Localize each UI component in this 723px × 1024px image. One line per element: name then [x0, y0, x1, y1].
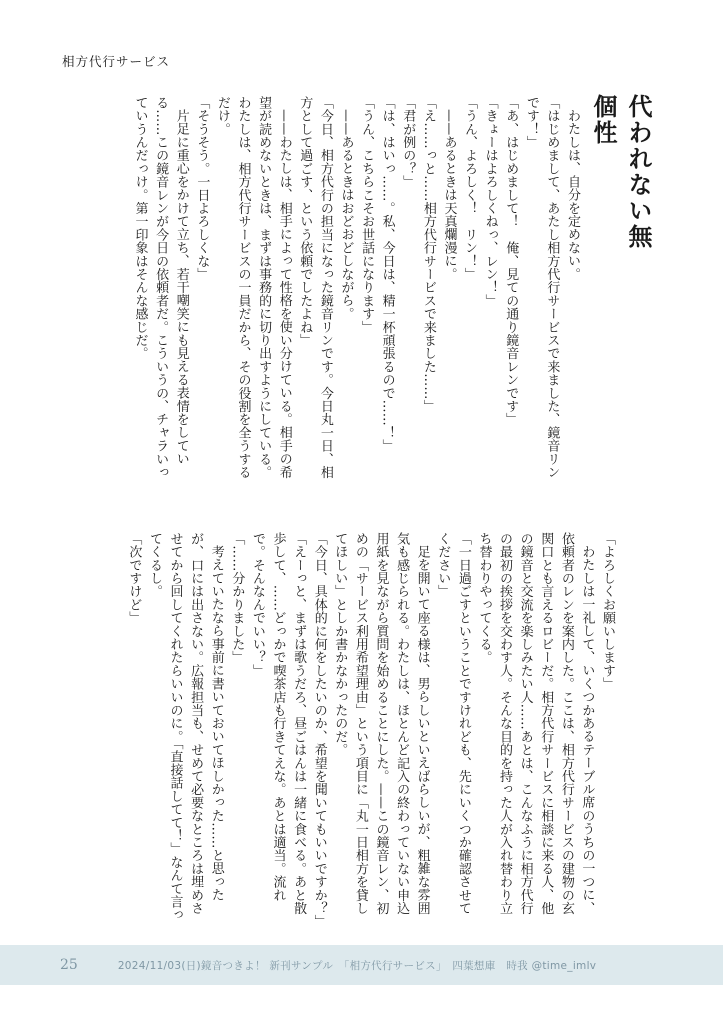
paragraph: ——わたしは、相手によって性格を使い分けている。相手の希望が読めないときは、まずは事務的に切り出すようにしている。わたしは、相方代行サービスの一員だから、その役割を全うするだけ。	[214, 96, 292, 479]
paragraph: ——あるときはおどおどしながら。	[338, 109, 354, 321]
footer-credits: 2024/11/03(日)鏡音つきよ！ 新刊サンプル 「相方代行サービス」 四葉想庫 時我 @time_imlv	[117, 959, 597, 972]
dialogue-line: 「君が例の？」	[400, 96, 416, 189]
body-column-top	[82, 96, 582, 491]
dialogue-line: 「え……っと……相方代行サービスで来ました……」	[420, 96, 436, 413]
dialogue-line: 「そうそう。一日よろしくな」	[194, 96, 210, 281]
dialogue-line: 「うん、よろしく！ リン！」	[462, 96, 478, 281]
dialogue-line: 「あ、はじめまして！ 俺、見ての通り鏡音レンです」	[503, 96, 519, 426]
chapter-title: 代われない無個性	[589, 94, 652, 250]
paragraph: 足を開いて座る様は、男らしいといえばらしいが、粗雑な雰囲気も感じられる。わたしは、ほとんど記入の終わっていない申込用紙を見ながら質問を始めることにした。——この鏡音レン、初めの「サービス利用希望理由」という項目に「丸一日相方を貸してほしい」としか書かなかったのだ。	[332, 532, 430, 915]
body-column-bottom	[82, 532, 617, 927]
dialogue-line: 「今日、相方代行の担当になった鏡音リンです。今日丸一日、相方として過ごす、という依頼でしたよね」	[297, 96, 333, 479]
dialogue-line: 「よろしくお願いします」	[600, 532, 615, 691]
running-head: 相方代行サービス	[62, 54, 171, 69]
dialogue-line: 「うん、こちらこそお世話になります」	[359, 96, 375, 334]
dialogue-line: 「次ですけど」	[126, 532, 142, 625]
paragraph: ——あるときは天真爛漫に。	[441, 109, 457, 281]
dialogue-line: 「今日、具体的に何をしたいのか、希望を聞いてもいいですか？」	[311, 532, 327, 928]
dialogue-line: 「えーっと、まずは歌うだろ、昼ごはんは一緒に食べる。あと散歩して、……どっかで喫茶店も行きてえな。あとは適当。流れで。そんなんでいい？」	[249, 532, 307, 915]
paragraph: 考えていたなら事前に書いておいてほしかった……と思ったが、口には出さない。広報担当も、せめて必要なところは埋めさせてから回してくれたらいいのに。「直接話してて！」なんて言ってくるし。	[146, 532, 224, 922]
dialogue-line: 「はじめまして、あたし相方代行サービスで来ました、鏡音リンです！」	[523, 96, 560, 479]
dialogue-line: 「……分かりました」	[229, 532, 245, 664]
dialogue-line: 「一日過ごすということですけれども、先にいくつか確認させてください」	[435, 532, 471, 915]
dialogue-line: 「きょーはよろしくねっ、レン！」	[482, 96, 498, 308]
page-number: 25	[60, 957, 78, 973]
paragraph: わたしは、自分を定めない。	[565, 109, 580, 281]
footer-bar	[0, 945, 723, 985]
dialogue-line: 「は、はいっ……。私、今日は、精一杯頑張るので……！」	[379, 96, 395, 453]
paragraph: わたしは一礼して、いくつかあるテーブル席のうちの一つに、依頼者のレンを案内した。ここは、相方代行サービスの建物の玄関口とも言えるロビーだ。相方代行サービスに相談に来る人、他の鏡音と交流を楽しみたい人……あとは、こんなふうに相方代行の最初の挨拶を交わす人。そんな目的を持った人が入れ替わり立ち替わりやってくる。	[476, 532, 595, 915]
paragraph: 片足に重心をかけて立ち、若干嘲笑にも見える表情をしている……この鏡音レンが今日の依頼者だ。こういうの、チャラいっていうんだっけ。第一印象はそんな感じだ。	[132, 96, 189, 479]
